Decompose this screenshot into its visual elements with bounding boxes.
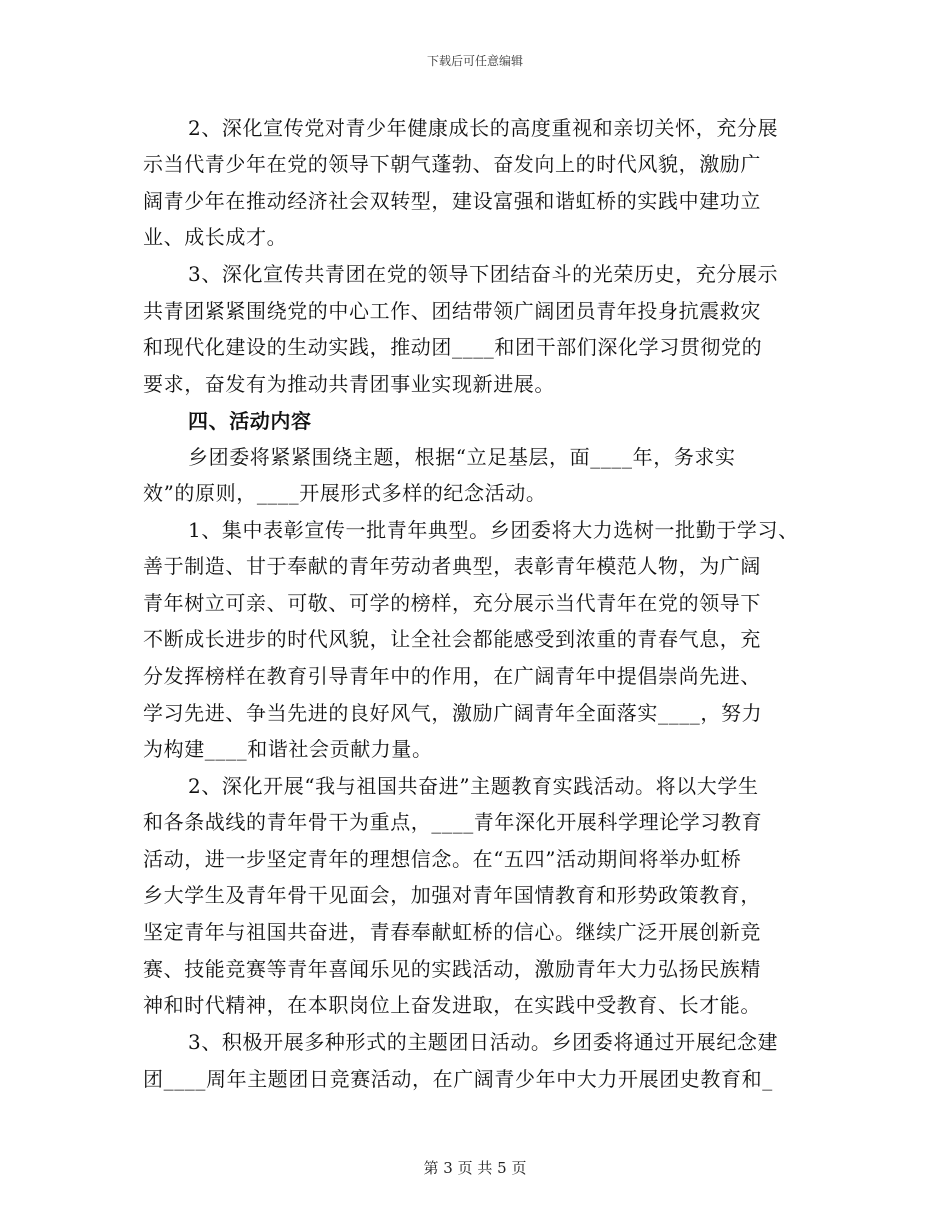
text-line: 分发挥榜样在教育引导青年中的作用，在广阔青年中提倡崇尚先进、 (143, 664, 761, 688)
text-line: 业、成长成才。 (143, 225, 288, 249)
text-line: 坚定青年与祖国共奋进，青春奉献虹桥的信心。继续广泛开展创新竞 (143, 920, 761, 944)
text-line: 和各条战线的青年骨干为重点，____青年深化开展科学理论学习教育 (143, 810, 763, 834)
text-line: 善于制造、甘于奉献的青年劳动者典型，表彰青年模范人物，为广阔 (143, 554, 761, 578)
text-line: 2、深化宣传党对青少年健康成长的高度重视和亲切关怀，充分展 (188, 116, 779, 140)
text-line: 阔青少年在推动经济社会双转型，建设富强和谐虹桥的实践中建功立 (143, 189, 761, 213)
text-line: 神和时代精神，在本职岗位上奋发进取，在实践中受教育、长才能。 (143, 993, 761, 1017)
text-line: 学习先进、争当先进的良好风气，激励广阔青年全面落实____，努力 (143, 701, 763, 725)
text-line: 和现代化建设的生动实践，推动团____和团干部们深化学习贯彻党的 (143, 335, 763, 359)
page-footer: 第 3 页 共 5 页 (423, 1159, 527, 1177)
text-line: 效”的原则，____开展形式多样的纪念活动。 (143, 481, 547, 505)
text-line: 活动，进一步坚定青年的理想信念。在“五四”活动期间将举办虹桥 (143, 847, 742, 871)
text-line: 乡团委将紧紧围绕主题，根据“立足基层，面____年，务求实 (188, 445, 736, 469)
text-line: 乡大学生及青年骨干见面会，加强对青年国情教育和形势政策教育， (143, 883, 761, 907)
text-line: 为构建____和谐社会贡献力量。 (143, 737, 433, 761)
text-line: 共青团紧紧围绕党的中心工作、团结带领广阔团员青年投身抗震救灾 (143, 299, 761, 323)
text-line: 示当代青少年在党的领导下朝气蓬勃、奋发向上的时代风貌，激励广 (143, 152, 761, 176)
page-header: 下载后可任意编辑 (426, 54, 523, 68)
text-line: 3、积极开展多种形式的主题团日活动。乡团委将通过开展纪念建 (188, 1030, 779, 1054)
text-line: 赛、技能竞赛等青年喜闻乐见的实践活动，激励青年大力弘扬民族精 (143, 957, 761, 981)
text-line: 3、深化宣传共青团在党的领导下团结奋斗的光荣历史，充分展示 (188, 262, 779, 286)
text-line: 团____周年主题团日竞赛活动，在广阔青少年中大力开展团史教育和_ (143, 1067, 773, 1091)
text-line: 1、集中表彰宣传一批青年典型。乡团委将大力选树一批勤于学习、 (188, 518, 799, 542)
text-line: 要求，奋发有为推动共青团事业实现新进展。 (143, 372, 555, 396)
section-heading: 四、活动内容 (188, 409, 312, 433)
text-line: 不断成长进步的时代风貌，让全社会都能感受到浓重的青春气息，充 (143, 627, 761, 651)
text-line: 2、深化开展“我与祖国共奋进”主题教育实践活动。将以大学生 (188, 774, 759, 798)
text-line: 青年树立可亲、可敬、可学的榜样，充分展示当代青年在党的领导下 (143, 591, 761, 615)
